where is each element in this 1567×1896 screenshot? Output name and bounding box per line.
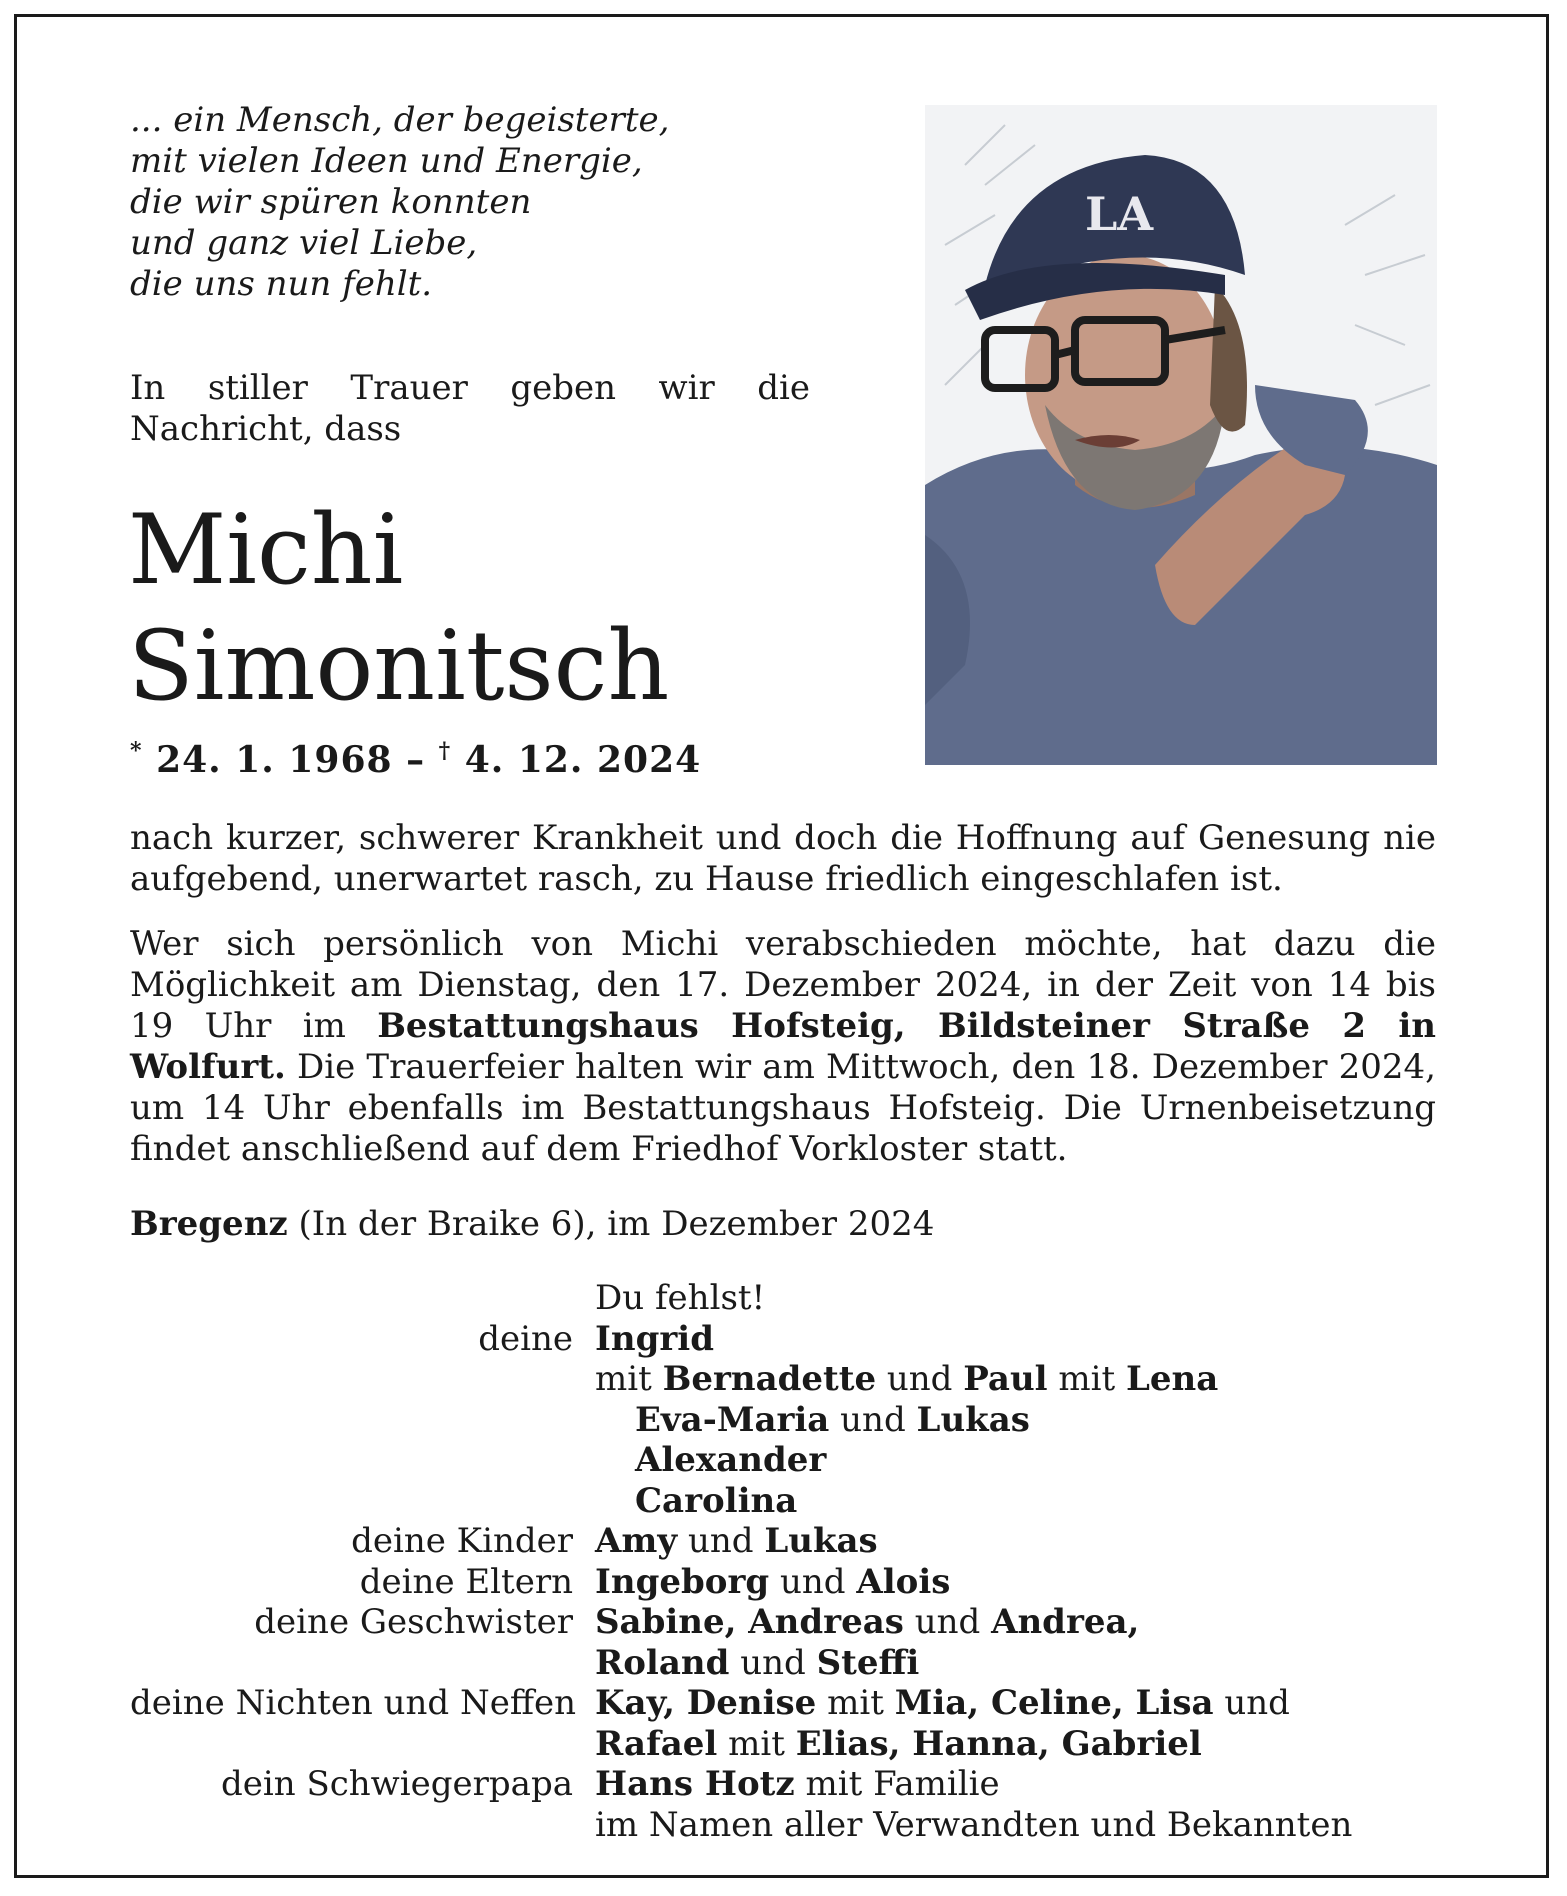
relative-name: Andrea, bbox=[991, 1602, 1140, 1642]
relative-row bbox=[130, 1319, 1436, 1360]
connector-word: und bbox=[914, 1602, 981, 1642]
farewell-text: Wer sich persönlich von Michi verabschieden möchte, hat dazu die Möglichkeit am Dienstag, den 17. Dezember 2024, in der Zeit von 14 bis 19 Uhr im bbox=[130, 924, 1436, 1046]
connector-word: mit bbox=[595, 1359, 652, 1399]
connector-word: mit Familie bbox=[794, 1764, 1000, 1804]
funeral-home-address: Bestattungshaus Hofsteig, Bildsteiner Straße 2 in Wolfurt. bbox=[130, 1006, 1437, 1087]
relative-row bbox=[130, 1805, 1436, 1846]
relative-row bbox=[130, 1400, 1436, 1441]
relative-name: Mia, Celine, Lisa bbox=[894, 1683, 1214, 1723]
svg-text:LA: LA bbox=[1085, 187, 1154, 241]
death-date: 4. 12. 2024 bbox=[464, 739, 702, 781]
relative-row bbox=[130, 1481, 1436, 1522]
relative-row bbox=[130, 1521, 1436, 1562]
connector-word: und bbox=[886, 1359, 953, 1399]
quote-line: die uns nun fehlt. bbox=[130, 264, 433, 304]
relative-name: Rafael bbox=[595, 1723, 718, 1764]
first-name: Michi bbox=[128, 494, 404, 606]
relative-name: Eva-Maria bbox=[635, 1399, 830, 1440]
quote-line: die wir spüren konnten bbox=[130, 182, 532, 222]
relative-name: Elias, Hanna, Gabriel bbox=[795, 1723, 1202, 1764]
relation-label: deine Kinder bbox=[351, 1521, 573, 1561]
farewell-paragraph bbox=[130, 924, 1436, 1170]
relative-row bbox=[130, 1724, 1436, 1765]
relative-name: Alois bbox=[856, 1561, 951, 1602]
relation-label: deine Eltern bbox=[359, 1561, 573, 1602]
birth-date: 24. 1. 1968 bbox=[156, 739, 393, 781]
closing-row bbox=[130, 1278, 1436, 1319]
relative-name: Bernadette bbox=[662, 1359, 877, 1399]
relative-row bbox=[130, 1440, 1436, 1481]
relative-row bbox=[130, 1359, 1436, 1400]
quote-line: ... ein Mensch, der begeisterte, bbox=[130, 100, 670, 140]
relative-name: Amy bbox=[595, 1521, 678, 1561]
relative-name: Kay, Denise bbox=[595, 1683, 817, 1723]
birth-symbol: * bbox=[130, 738, 143, 764]
relative-row bbox=[130, 1602, 1436, 1643]
announcement-paragraph: nach kurzer, schwerer Krankheit und doch die Hoffnung auf Genesung nie aufgebend, unerwartet rasch, zu Hause friedlich eingeschlafen ist. bbox=[130, 818, 1436, 899]
connector-word: mit bbox=[827, 1683, 884, 1723]
portrait-photo bbox=[925, 105, 1437, 765]
place-detail: (In der Braike 6), im Dezember 2024 bbox=[287, 1204, 935, 1244]
relative-row bbox=[130, 1683, 1436, 1724]
quote-line: und ganz viel Liebe, bbox=[130, 223, 478, 263]
connector-word: und bbox=[779, 1561, 846, 1602]
relative-name: Carolina bbox=[635, 1480, 798, 1521]
connector-word: und bbox=[740, 1642, 806, 1683]
ceremony-text: Die Trauerfeier halten wir am Mittwoch, den 18. Dezember 2024, um 14 Uhr ebenfalls im Bestattungshaus Hofsteig. Die Urnenbeisetzung findet anschließend auf dem Friedhof Vorkloster statt. bbox=[130, 1047, 1436, 1169]
relative-name: Lukas bbox=[916, 1399, 1030, 1440]
relative-name: Lukas bbox=[764, 1521, 878, 1561]
relative-name: Paul bbox=[963, 1359, 1048, 1399]
relation-label: deine Geschwister bbox=[254, 1602, 573, 1642]
closing-signature: im Namen aller Verwandten und Bekannten bbox=[595, 1804, 1353, 1845]
relative-name: Sabine, Andreas bbox=[595, 1602, 904, 1642]
connector-word: und bbox=[687, 1521, 754, 1561]
date-separator: – bbox=[406, 739, 426, 781]
relative-row bbox=[130, 1562, 1436, 1603]
relation-label: deine Nichten und Neffen bbox=[130, 1683, 577, 1723]
relation-label: dein Schwiegerpapa bbox=[220, 1764, 573, 1804]
relative-name: Lena bbox=[1126, 1359, 1219, 1399]
closing-text: Du fehlst! bbox=[595, 1278, 766, 1318]
place-city: Bregenz bbox=[130, 1204, 288, 1244]
life-dates bbox=[130, 738, 701, 781]
intro-text: In stiller Trauer geben wir die Nachricht, dass bbox=[130, 368, 810, 449]
relatives-list bbox=[130, 1278, 1436, 1845]
memorial-quote bbox=[130, 100, 669, 305]
death-symbol: † bbox=[438, 738, 452, 764]
relative-name: Alexander bbox=[635, 1440, 827, 1480]
quote-line: mit vielen Ideen und Energie, bbox=[130, 141, 643, 181]
connector-word: und bbox=[1224, 1683, 1290, 1723]
relative-row bbox=[130, 1643, 1436, 1684]
relative-name: Ingrid bbox=[595, 1318, 714, 1359]
last-name: Simonitsch bbox=[128, 610, 670, 722]
connector-word: und bbox=[840, 1399, 906, 1440]
connector-word: mit bbox=[728, 1723, 785, 1764]
relation-label: deine bbox=[478, 1318, 573, 1359]
place-date bbox=[130, 1204, 934, 1244]
relative-name: Hans Hotz bbox=[595, 1764, 795, 1804]
connector-word: mit bbox=[1058, 1359, 1116, 1399]
relative-name: Ingeborg bbox=[595, 1561, 770, 1602]
relative-name: Roland bbox=[595, 1642, 730, 1683]
relative-name: Steffi bbox=[816, 1642, 920, 1683]
deceased-name bbox=[128, 492, 669, 724]
relative-row bbox=[130, 1764, 1436, 1805]
